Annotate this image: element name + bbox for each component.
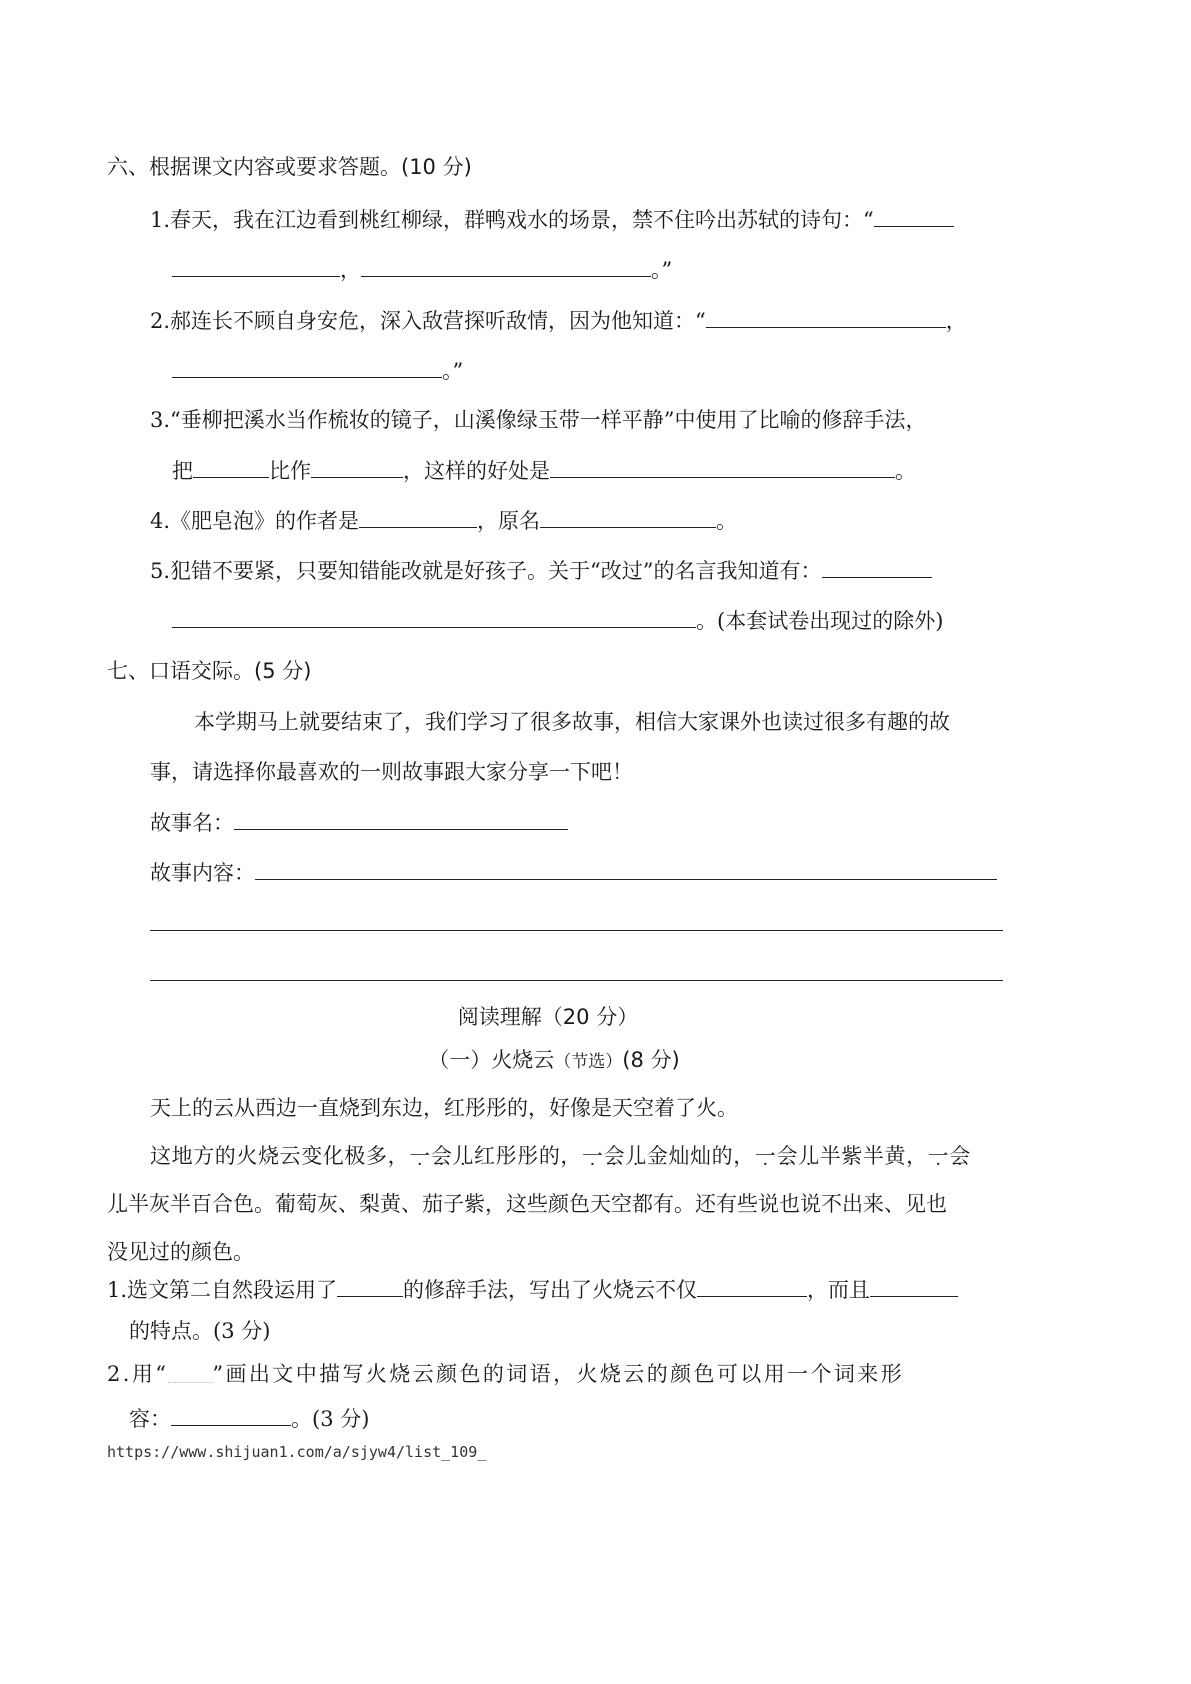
story-name-row bbox=[150, 807, 568, 838]
emphasis-char: 会 bbox=[603, 1144, 626, 1168]
section-7-heading: 七、口语交际。(5 分) bbox=[107, 659, 312, 683]
emphasis-char: 儿 bbox=[107, 1192, 128, 1216]
text: 。(本套试卷出现过的除外) bbox=[696, 609, 944, 633]
paragraph: 本学期马上就要结束了，我们学习了很多故事，相信大家课外也读过很多有趣的故 bbox=[194, 710, 950, 734]
closing-quote: 。” bbox=[651, 258, 673, 282]
answer-blank[interactable] bbox=[540, 505, 716, 528]
question-6-3 bbox=[150, 405, 927, 435]
text: 这地方的火烧云变化极多， bbox=[150, 1144, 410, 1168]
closing-quote: 。” bbox=[442, 359, 464, 383]
answer-line[interactable] bbox=[150, 980, 1003, 981]
question-text: 2.郝连长不顾自身安危，深入敌营探听敌情，因为他知道：“ bbox=[150, 309, 706, 333]
passage-paragraph-2-end: 没见过的颜色。 bbox=[107, 1240, 254, 1264]
question-6-1-cont bbox=[172, 254, 672, 285]
question-6-5 bbox=[150, 555, 932, 586]
answer-blank[interactable] bbox=[172, 254, 340, 277]
question-text: 4.《肥皂泡》的作者是 bbox=[150, 509, 360, 533]
answer-blank[interactable] bbox=[193, 455, 269, 478]
reading-question-2 bbox=[107, 1359, 904, 1389]
answer-blank[interactable] bbox=[172, 355, 442, 378]
question-text: 2.用“ bbox=[107, 1362, 169, 1386]
story-content-label: 故事内容： bbox=[150, 861, 255, 885]
emphasis-char: 一 bbox=[927, 1144, 950, 1168]
text: 把 bbox=[172, 459, 193, 483]
story-content-row bbox=[150, 857, 997, 888]
reading-title: 阅读理解（20 分） bbox=[457, 1005, 639, 1029]
text: 红彤彤的， bbox=[474, 1144, 583, 1168]
reading-question-1 bbox=[107, 1274, 958, 1305]
question-6-4 bbox=[150, 505, 737, 536]
wavy-underline-sample bbox=[168, 1368, 212, 1383]
text: 金灿灿的， bbox=[646, 1144, 755, 1168]
answer-blank[interactable] bbox=[337, 1274, 403, 1297]
emphasis-char: 会 bbox=[949, 1144, 971, 1168]
emphasis-char: 儿 bbox=[798, 1144, 820, 1168]
answer-blank[interactable] bbox=[697, 1274, 807, 1297]
question-text: 3.“垂柳把溪水当作梳妆的镜子，山溪像绿玉带一样平静”中使用了比喻的修辞手法， bbox=[150, 408, 927, 432]
story-name-label: 故事名： bbox=[150, 811, 234, 835]
paragraph: 事，请选择你最喜欢的一则故事跟大家分享一下吧！ bbox=[150, 760, 633, 784]
passage-paragraph-2 bbox=[150, 1141, 971, 1171]
text: 比作 bbox=[269, 459, 311, 483]
text: ，而且 bbox=[807, 1278, 871, 1302]
question-text: 1.春天，我在江边看到桃红柳绿，群鸭戏水的场景，禁不住吟出苏轼的诗句：“ bbox=[150, 208, 874, 232]
story-content-blank[interactable] bbox=[255, 857, 997, 880]
answer-blank[interactable] bbox=[874, 204, 954, 227]
answer-blank[interactable] bbox=[361, 254, 651, 277]
text: 。 bbox=[716, 509, 738, 533]
emphasis-char: 一 bbox=[409, 1144, 431, 1168]
text: 半灰半百合色。葡萄灰、梨黄、茄子紫，这些颜色天空都有。还有些说也说不出来、见也 bbox=[128, 1192, 947, 1216]
answer-blank[interactable] bbox=[359, 505, 477, 528]
question-6-2 bbox=[150, 305, 967, 336]
emphasis-char: 一 bbox=[582, 1144, 604, 1168]
passage-note: （节选） bbox=[554, 1052, 623, 1072]
text: 的修辞手法，写出了火烧云不仅 bbox=[403, 1278, 698, 1302]
passage-title: （一）火烧云 bbox=[428, 1048, 555, 1072]
text: 。 bbox=[895, 459, 916, 483]
question-text: 5.犯错不要紧，只要知错能改就是好孩子。关于“改过”的名言我知道有： bbox=[150, 559, 822, 583]
answer-blank[interactable] bbox=[311, 455, 403, 478]
answer-line[interactable] bbox=[150, 930, 1003, 931]
answer-blank[interactable] bbox=[550, 455, 895, 478]
emphasis-char: 儿 bbox=[625, 1144, 647, 1168]
question-6-1 bbox=[150, 204, 954, 235]
question-6-2-cont bbox=[172, 355, 463, 386]
answer-blank[interactable] bbox=[171, 1403, 291, 1426]
reading-subtitle bbox=[0, 1045, 1108, 1077]
emphasis-char: 会 bbox=[776, 1144, 799, 1168]
reading-question-2-cont bbox=[129, 1403, 369, 1434]
question-6-5-cont bbox=[172, 605, 943, 636]
text: 容： bbox=[129, 1407, 171, 1431]
passage-paragraph-2-cont bbox=[107, 1189, 947, 1219]
answer-blank[interactable] bbox=[172, 605, 696, 628]
answer-blank[interactable] bbox=[706, 305, 946, 328]
passage-score: (8 分) bbox=[622, 1048, 680, 1072]
answer-blank[interactable] bbox=[822, 555, 932, 578]
story-name-blank[interactable] bbox=[234, 807, 568, 830]
emphasis-char: 会 bbox=[430, 1144, 453, 1168]
answer-blank[interactable] bbox=[870, 1274, 958, 1297]
separator: ， bbox=[340, 258, 361, 282]
separator: ， bbox=[945, 309, 967, 333]
text: ”画出文中描写火烧云颜色的词语，火烧云的颜色可以用一个词来形 bbox=[212, 1362, 905, 1386]
text: 。(3 分) bbox=[291, 1407, 370, 1431]
source-url[interactable]: https://www.shijuan1.com/a/sjyw4/list_109_ bbox=[107, 1443, 487, 1461]
section-6-heading: 六、根据课文内容或要求答题。(10 分) bbox=[107, 155, 472, 179]
emphasis-char: 一 bbox=[754, 1144, 777, 1168]
text: ，这样的好处是 bbox=[403, 459, 550, 483]
text: 半紫半黄， bbox=[819, 1144, 928, 1168]
reading-question-1-cont: 的特点。(3 分) bbox=[129, 1319, 271, 1343]
passage-paragraph-1: 天上的云从西边一直烧到东边，红彤彤的，好像是天空着了火。 bbox=[150, 1096, 738, 1120]
question-text: 1.选文第二自然段运用了 bbox=[107, 1278, 338, 1302]
question-6-3-cont bbox=[172, 455, 916, 486]
emphasis-char: 儿 bbox=[452, 1144, 475, 1168]
text: ，原名 bbox=[477, 509, 541, 533]
